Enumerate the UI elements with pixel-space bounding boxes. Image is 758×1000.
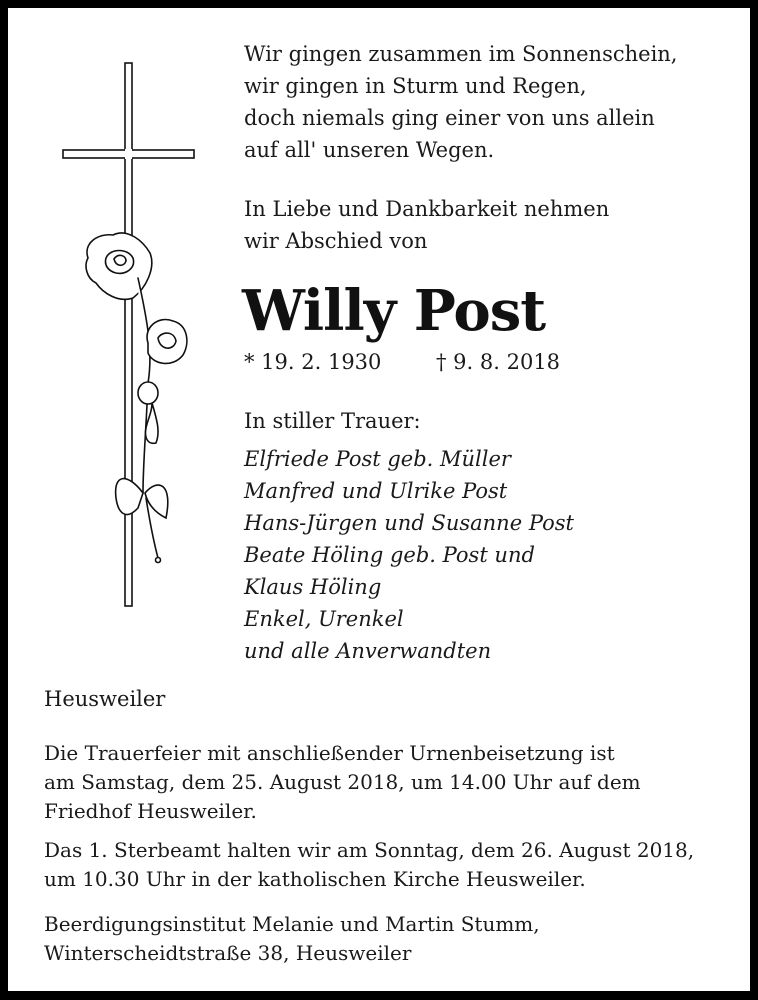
funeral-line: Die Trauerfeier mit anschließender Urnenbeisetzung ist xyxy=(44,741,615,765)
mass-line: Das 1. Sterbeamt halten wir am Sonntag, dem 26. August 2018, xyxy=(44,838,695,862)
cross-with-roses-illustration xyxy=(48,53,208,613)
poem-line: Wir gingen zusammen im Sonnenschein, xyxy=(244,42,678,66)
poem-line: wir gingen in Sturm und Regen, xyxy=(244,74,587,98)
intro-line: In Liebe und Dankbarkeit nehmen xyxy=(244,197,610,221)
mourner: Elfriede Post geb. Müller xyxy=(244,447,511,471)
poem-line: auf all' unseren Wegen. xyxy=(244,138,495,162)
undertaker-line: Beerdigungsinstitut Melanie und Martin Stumm, xyxy=(44,912,540,936)
funeral-line: am Samstag, dem 25. August 2018, um 14.00 Uhr auf dem xyxy=(44,770,641,794)
mourner: und alle Anverwandten xyxy=(244,639,492,663)
intro-line: wir Abschied von xyxy=(244,229,428,253)
mourner: Beate Höling geb. Post und xyxy=(244,543,535,567)
mourner: Manfred und Ulrike Post xyxy=(244,479,508,503)
mourners-heading: In stiller Trauer: xyxy=(244,409,421,433)
mourner: Enkel, Urenkel xyxy=(244,607,404,631)
undertaker-line: Winterscheidtstraße 38, Heusweiler xyxy=(44,941,412,965)
funeral-line: Friedhof Heusweiler. xyxy=(44,799,257,823)
mourner: Hans-Jürgen und Susanne Post xyxy=(244,511,574,535)
location: Heusweiler xyxy=(44,687,166,711)
deceased-name: Willy Post xyxy=(242,278,546,344)
mourner: Klaus Höling xyxy=(244,575,382,599)
poem-line: doch niemals ging einer von uns allein xyxy=(244,106,655,130)
mass-line: um 10.30 Uhr in der katholischen Kirche Heusweiler. xyxy=(44,867,586,891)
death-date: † 9. 8. 2018 xyxy=(436,350,561,374)
birth-date: * 19. 2. 1930 xyxy=(244,350,382,374)
